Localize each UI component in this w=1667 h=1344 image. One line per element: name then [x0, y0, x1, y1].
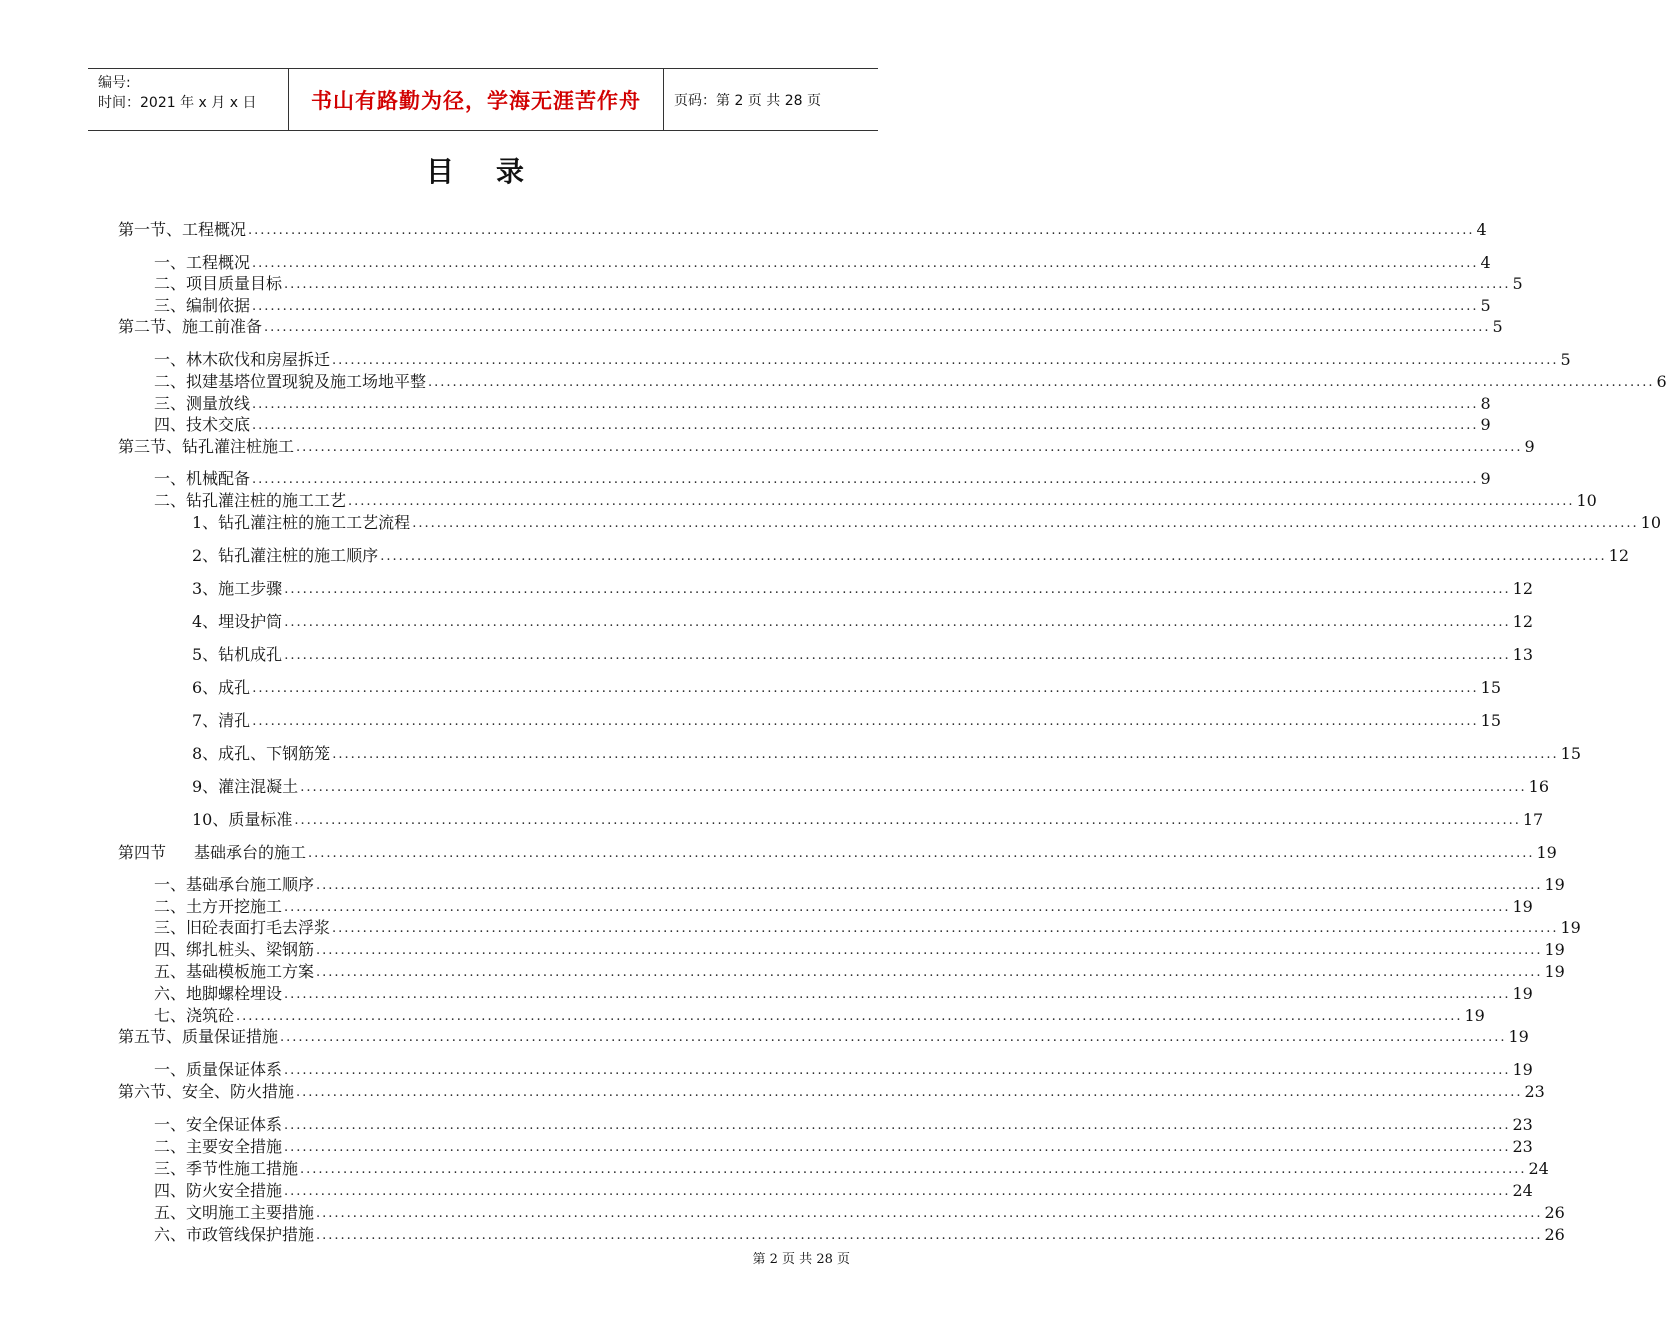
toc-leader-dots: ........................................................................................................................................................................................................: [332, 921, 1559, 936]
toc-entry-page: 5: [1560, 350, 1571, 369]
toc-entry-page: 4: [1480, 253, 1491, 272]
toc-entry-page: 5: [1480, 296, 1491, 315]
toc-entry-page: 19: [1512, 1060, 1533, 1079]
toc-entry-label: 第六节、安全、防火措施: [118, 1082, 295, 1101]
time-label: 时间：2021 年 x 月 x 日: [98, 95, 257, 111]
toc-entry[interactable]: [192, 810, 1544, 830]
toc-entry-page: 15: [1480, 678, 1502, 697]
toc-entry-page: 23: [1524, 1082, 1545, 1101]
toc-entry-label: 四、防火安全措施: [154, 1181, 283, 1200]
toc-entry[interactable]: [154, 1159, 1549, 1179]
toc-leader-dots: ........................................................................................................................................................................................................: [284, 582, 1511, 597]
toc-leader-dots: ........................................................................................................................................................................................................: [284, 277, 1511, 292]
toc-entry-page: 19: [1544, 940, 1565, 959]
toc-leader-dots: ........................................................................................................................................................................................................: [332, 353, 1559, 368]
toc-leader-dots: ........................................................................................................................................................................................................: [252, 397, 1479, 412]
toc-entry[interactable]: [118, 1082, 1545, 1102]
toc-leader-dots: ........................................................................................................................................................................................................: [316, 943, 1543, 958]
toc-leader-dots: ........................................................................................................................................................................................................: [316, 1206, 1543, 1221]
toc-entry[interactable]: [154, 1203, 1565, 1223]
toc-entry-page: 8: [1480, 394, 1491, 413]
toc-entry[interactable]: [192, 777, 1550, 797]
toc-entry-page: 19: [1512, 897, 1533, 916]
number-label: 编号:: [98, 75, 131, 91]
toc-entry-label: 5、钻机成孔: [192, 645, 283, 664]
toc-entry-page: 19: [1464, 1006, 1485, 1025]
toc-entry-label: 三、季节性施工措施: [154, 1159, 299, 1178]
toc-entry-label: 五、基础模板施工方案: [154, 962, 315, 981]
toc-entry[interactable]: [192, 612, 1534, 632]
toc-entry-label: 6、成孔: [192, 678, 251, 697]
toc-leader-dots: ........................................................................................................................................................................................................: [428, 375, 1655, 390]
toc-entry-label: 三、编制依据: [154, 296, 251, 315]
toc-entry[interactable]: [192, 678, 1502, 698]
toc-entry[interactable]: [154, 1137, 1533, 1157]
toc-entry-page: 24: [1528, 1159, 1549, 1178]
toc-entry-title: 基础承台的施工: [194, 843, 307, 862]
toc-entry[interactable]: [192, 645, 1534, 665]
toc-entry[interactable]: [192, 513, 1662, 533]
toc-leader-dots: ........................................................................................................................................................................................................: [316, 878, 1543, 893]
toc-entry-page: 19: [1560, 918, 1581, 937]
toc-entry-page: 12: [1608, 546, 1630, 565]
toc-leader-dots: ........................................................................................................................................................................................................: [300, 1162, 1527, 1177]
toc-leader-dots: ........................................................................................................................................................................................................: [296, 1085, 1523, 1100]
toc-entry-label: 一、安全保证体系: [154, 1115, 283, 1134]
toc-entry[interactable]: [154, 962, 1565, 982]
toc-entry-page: 5: [1492, 317, 1503, 336]
toc-leader-dots: ........................................................................................................................................................................................................: [284, 1118, 1511, 1133]
toc-entry-label: 第一节、工程概况: [118, 220, 247, 239]
toc-entry[interactable]: [154, 1115, 1533, 1135]
toc-entry-page: 13: [1512, 645, 1534, 664]
toc-entry-label: 第三节、钻孔灌注桩施工: [118, 437, 295, 456]
page-footer: 第 2 页 共 28 页: [752, 1252, 850, 1267]
toc-entry-label: 2、钻孔灌注桩的施工顺序: [192, 546, 379, 565]
toc-entry-label: 4、埋设护筒: [192, 612, 283, 631]
toc-entry[interactable]: [192, 711, 1502, 731]
toc-entry-label: 二、项目质量目标: [154, 274, 283, 293]
toc-leader-dots: ........................................................................................................................................................................................................: [236, 1009, 1463, 1024]
toc-entry-page: 24: [1512, 1181, 1533, 1200]
toc-entry-label: 三、测量放线: [154, 394, 251, 413]
toc-entry-label: 1、钻孔灌注桩的施工工艺流程: [192, 513, 411, 532]
toc-entry-label: 一、工程概况: [154, 253, 251, 272]
toc-entry-label: 四、绑扎桩头、梁钢筋: [154, 940, 315, 959]
toc-entry-page: 12: [1512, 579, 1534, 598]
toc-entry-label: 五、文明施工主要措施: [154, 1203, 315, 1222]
toc-leader-dots: ........................................................................................................................................................................................................: [284, 1184, 1511, 1199]
toc-leader-dots: ........................................................................................................................................................................................................: [252, 256, 1479, 271]
toc-entry[interactable]: [154, 372, 1667, 392]
toc-entry[interactable]: [154, 274, 1523, 294]
toc-leader-dots: ........................................................................................................................................................................................................: [316, 1228, 1543, 1243]
toc-entry-label: 第五节、质量保证措施: [118, 1027, 279, 1046]
toc-entry[interactable]: [154, 1181, 1533, 1201]
toc-entry-label: 一、机械配备: [154, 469, 251, 488]
toc-leader-dots: ........................................................................................................................................................................................................: [284, 1063, 1511, 1078]
toc-entry-page: 17: [1522, 810, 1544, 829]
toc-entry[interactable]: [154, 491, 1597, 511]
toc-entry-page: 9: [1524, 437, 1535, 456]
toc-entry-label: 二、钻孔灌注桩的施工工艺: [154, 491, 347, 510]
toc-entry-page: 23: [1512, 1115, 1533, 1134]
toc-leader-dots: ........................................................................................................................................................................................................: [252, 472, 1479, 487]
toc-entry-label: [118, 843, 306, 863]
toc-leader-dots: ........................................................................................................................................................................................................: [284, 1140, 1511, 1155]
toc-leader-dots: ........................................................................................................................................................................................................: [332, 747, 1559, 762]
toc-entry[interactable]: [154, 1225, 1565, 1245]
toc-leader-dots: ........................................................................................................................................................................................................: [264, 320, 1491, 335]
toc-entry-page: 15: [1480, 711, 1502, 730]
toc-entry[interactable]: [154, 984, 1533, 1004]
toc-entry-page: 12: [1512, 612, 1534, 631]
toc-entry[interactable]: [154, 918, 1581, 938]
toc-entry[interactable]: [154, 897, 1533, 917]
toc-leader-dots: ........................................................................................................................................................................................................: [284, 900, 1511, 915]
toc-entry-section: 第四节: [118, 843, 167, 862]
toc-leader-dots: ........................................................................................................................................................................................................: [284, 648, 1511, 663]
toc-entry-page: 4: [1476, 220, 1487, 239]
toc-entry-page: 19: [1544, 962, 1565, 981]
toc-entry[interactable]: [154, 469, 1491, 489]
toc-entry[interactable]: [192, 579, 1534, 599]
toc-entry-label: 六、市政管线保护措施: [154, 1225, 315, 1244]
toc-entry-label: 8、成孔、下钢筋笼: [192, 744, 331, 763]
toc-entry-label: 二、拟建基塔位置现貌及施工场地平整: [154, 372, 427, 391]
toc-entry[interactable]: [118, 843, 1557, 863]
toc-leader-dots: ........................................................................................................................................................................................................: [252, 681, 1479, 696]
toc-leader-dots: ........................................................................................................................................................................................................: [412, 516, 1639, 531]
toc-entry[interactable]: [154, 1060, 1533, 1080]
toc-entry-page: 9: [1480, 469, 1491, 488]
toc-entry-label: 一、基础承台施工顺序: [154, 875, 315, 894]
toc-entry-label: 一、质量保证体系: [154, 1060, 283, 1079]
toc-leader-dots: ........................................................................................................................................................................................................: [300, 780, 1527, 795]
toc-entry[interactable]: [154, 253, 1491, 273]
toc-entry-label: 7、清孔: [192, 711, 251, 730]
toc-leader-dots: ........................................................................................................................................................................................................: [248, 223, 1475, 238]
toc-entry-label: 二、土方开挖施工: [154, 897, 283, 916]
toc-entry[interactable]: [118, 1027, 1529, 1047]
toc-entry-label: 9、灌注混凝土: [192, 777, 299, 796]
toc-entry[interactable]: [118, 437, 1535, 457]
toc-entry-page: 6: [1656, 372, 1667, 391]
toc-entry-page: 19: [1508, 1027, 1529, 1046]
toc-leader-dots: ........................................................................................................................................................................................................: [380, 549, 1607, 564]
toc-leader-dots: ........................................................................................................................................................................................................: [284, 615, 1511, 630]
toc-entry-label: 10、质量标准: [192, 810, 293, 829]
toc-entry-page: 19: [1536, 843, 1557, 862]
toc-entry[interactable]: [154, 415, 1491, 435]
toc-leader-dots: ........................................................................................................................................................................................................: [284, 987, 1511, 1002]
toc-entry[interactable]: [192, 546, 1630, 566]
toc-entry-page: 9: [1480, 415, 1491, 434]
toc-entry-label: 二、主要安全措施: [154, 1137, 283, 1156]
toc-entry-page: 19: [1512, 984, 1533, 1003]
toc-leader-dots: ........................................................................................................................................................................................................: [308, 846, 1535, 861]
header-page-info: 页码：第 2 页 共 28 页: [674, 92, 821, 109]
toc-entry-label: 第二节、施工前准备: [118, 317, 263, 336]
toc-entry-label: 四、技术交底: [154, 415, 251, 434]
toc-leader-dots: ........................................................................................................................................................................................................: [252, 714, 1479, 729]
toc-entry[interactable]: [154, 296, 1491, 316]
toc-entry-page: 10: [1640, 513, 1662, 532]
toc-leader-dots: ........................................................................................................................................................................................................: [296, 440, 1523, 455]
toc-entry-page: 23: [1512, 1137, 1533, 1156]
toc-entry[interactable]: [154, 875, 1565, 895]
toc-entry-label: 一、林木砍伐和房屋拆迁: [154, 350, 331, 369]
toc-entry-label: 七、浇筑砼: [154, 1006, 235, 1025]
toc-entry[interactable]: [154, 1006, 1485, 1026]
toc-entry-label: 3、施工步骤: [192, 579, 283, 598]
toc-leader-dots: ........................................................................................................................................................................................................: [252, 418, 1479, 433]
toc-leader-dots: ........................................................................................................................................................................................................: [316, 965, 1543, 980]
toc-entry-page: 26: [1544, 1225, 1565, 1244]
toc-entry[interactable]: [154, 940, 1565, 960]
toc-entry-page: 16: [1528, 777, 1550, 796]
toc-entry-label: 三、旧砼表面打毛去浮浆: [154, 918, 331, 937]
toc-entry-page: 19: [1544, 875, 1565, 894]
toc-entry-label: 六、地脚螺栓埋设: [154, 984, 283, 1003]
toc-entry[interactable]: [192, 744, 1582, 764]
toc-entry[interactable]: [118, 220, 1487, 240]
toc-leader-dots: ........................................................................................................................................................................................................: [252, 299, 1479, 314]
toc-entry-page: 26: [1544, 1203, 1565, 1222]
page-title: 目录: [425, 155, 566, 188]
toc-entry-page: 10: [1576, 491, 1597, 510]
toc-entry-page: 5: [1512, 274, 1523, 293]
toc-entry-page: 15: [1560, 744, 1582, 763]
toc-entry[interactable]: [118, 317, 1503, 337]
toc-entry[interactable]: [154, 350, 1571, 370]
toc-leader-dots: ........................................................................................................................................................................................................: [348, 494, 1575, 509]
toc-entry[interactable]: [154, 394, 1491, 414]
toc-leader-dots: ........................................................................................................................................................................................................: [294, 813, 1521, 828]
header-motto: 书山有路勤为径，学海无涯苦作舟: [288, 69, 664, 130]
toc-leader-dots: ........................................................................................................................................................................................................: [280, 1030, 1507, 1045]
